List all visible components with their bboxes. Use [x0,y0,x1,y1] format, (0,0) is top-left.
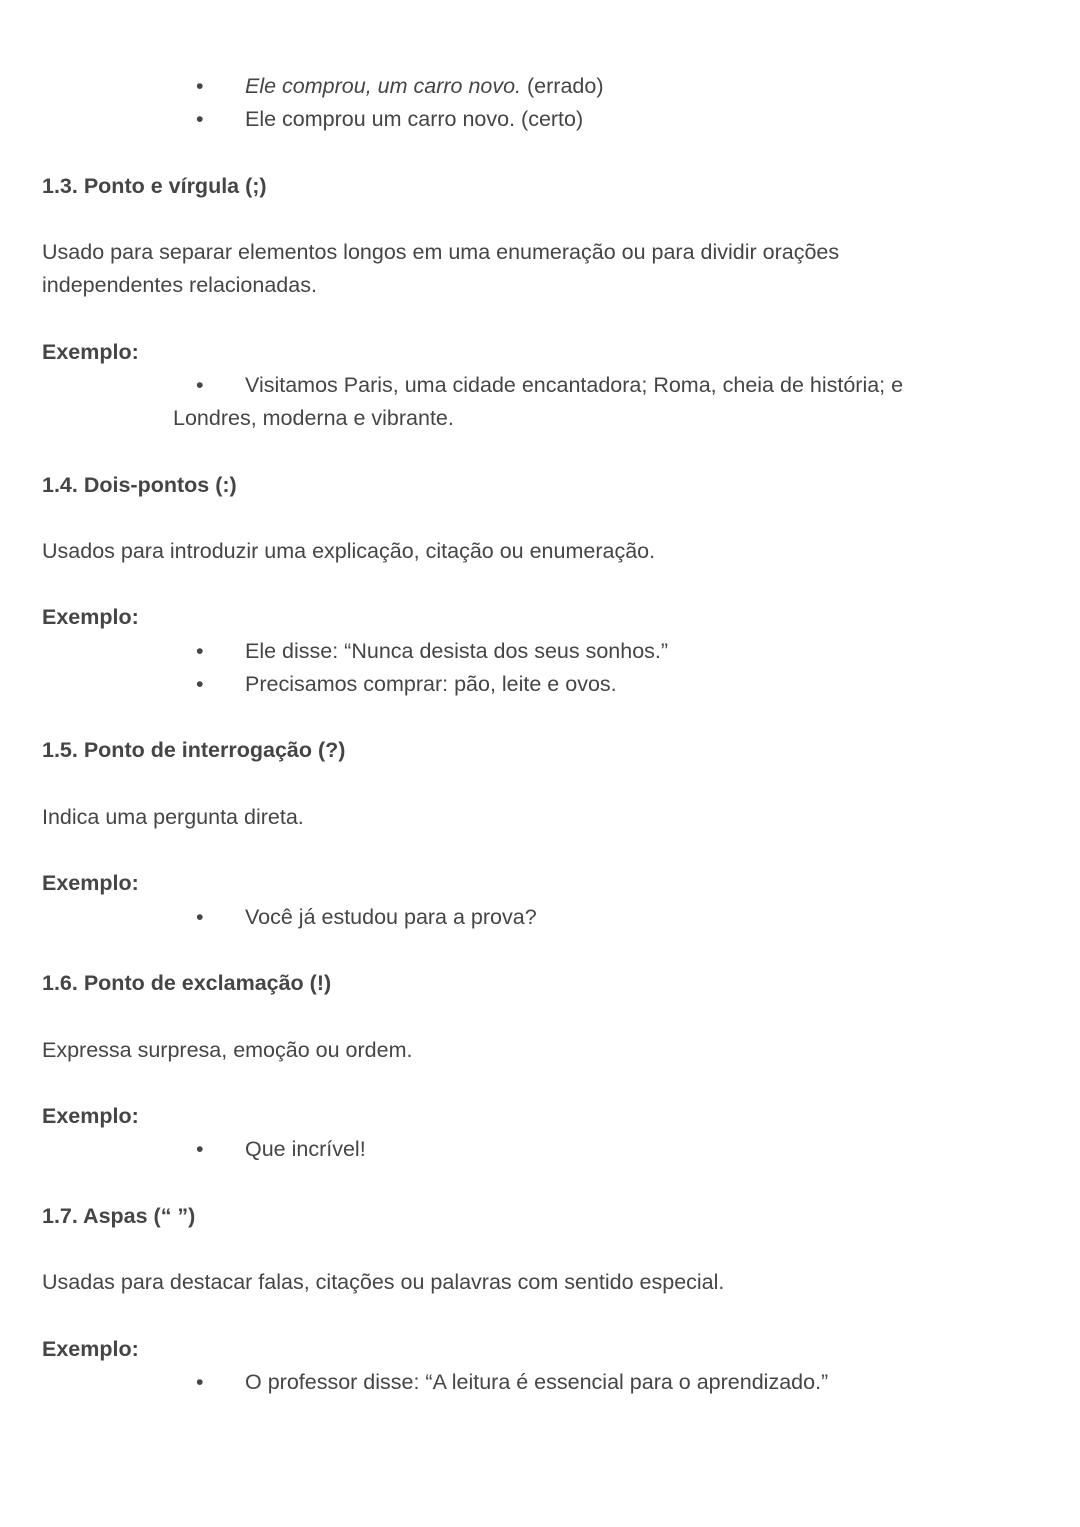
bullet: • [196,639,204,663]
list-item-continuation: Londres, moderna e vibrante. [173,406,454,430]
paragraph: Usadas para destacar falas, citações ou palavras com sentido especial. [42,1270,725,1294]
bullet: • [196,1137,204,1161]
example-label: Exemplo: [42,340,139,364]
paragraph: Expressa surpresa, emoção ou ordem. [42,1038,413,1062]
paragraph: independentes relacionadas. [42,273,317,297]
example-label: Exemplo: [42,605,139,629]
section-heading: 1.4. Dois-pontos (:) [42,473,237,497]
list-item: O professor disse: “A leitura é essencial para o aprendizado.” [245,1370,829,1394]
bullet: • [196,905,204,929]
bullet: • [196,74,204,98]
list-item: Ele comprou um carro novo. (certo) [245,107,584,131]
bullet: • [196,107,204,131]
bullet: • [196,672,204,696]
wrong-tag: (errado) [521,74,604,98]
example-label: Exemplo: [42,871,139,895]
list-item: Ele disse: “Nunca desista dos seus sonhos.” [245,639,669,663]
paragraph: Indica uma pergunta direta. [42,805,304,829]
list-item: Visitamos Paris, uma cidade encantadora; Roma, cheia de história; e [245,373,904,397]
example-label: Exemplo: [42,1337,139,1361]
list-item: Precisamos comprar: pão, leite e ovos. [245,672,617,696]
section-heading: 1.6. Ponto de exclamação (!) [42,971,332,995]
list-item: Que incrível! [245,1137,366,1161]
section-heading: 1.5. Ponto de interrogação (?) [42,738,346,762]
wrong-example: Ele comprou, um carro novo. [245,74,522,98]
bullet: • [196,373,204,397]
paragraph: Usado para separar elementos longos em uma enumeração ou para dividir orações [42,240,840,264]
section-heading: 1.7. Aspas (“ ”) [42,1204,196,1228]
bullet: • [196,1370,204,1394]
example-label: Exemplo: [42,1104,139,1128]
list-item [245,70,604,103]
paragraph: Usados para introduzir uma explicação, citação ou enumeração. [42,539,656,563]
list-item: Você já estudou para a prova? [245,905,537,929]
section-heading: 1.3. Ponto e vírgula (;) [42,174,267,198]
